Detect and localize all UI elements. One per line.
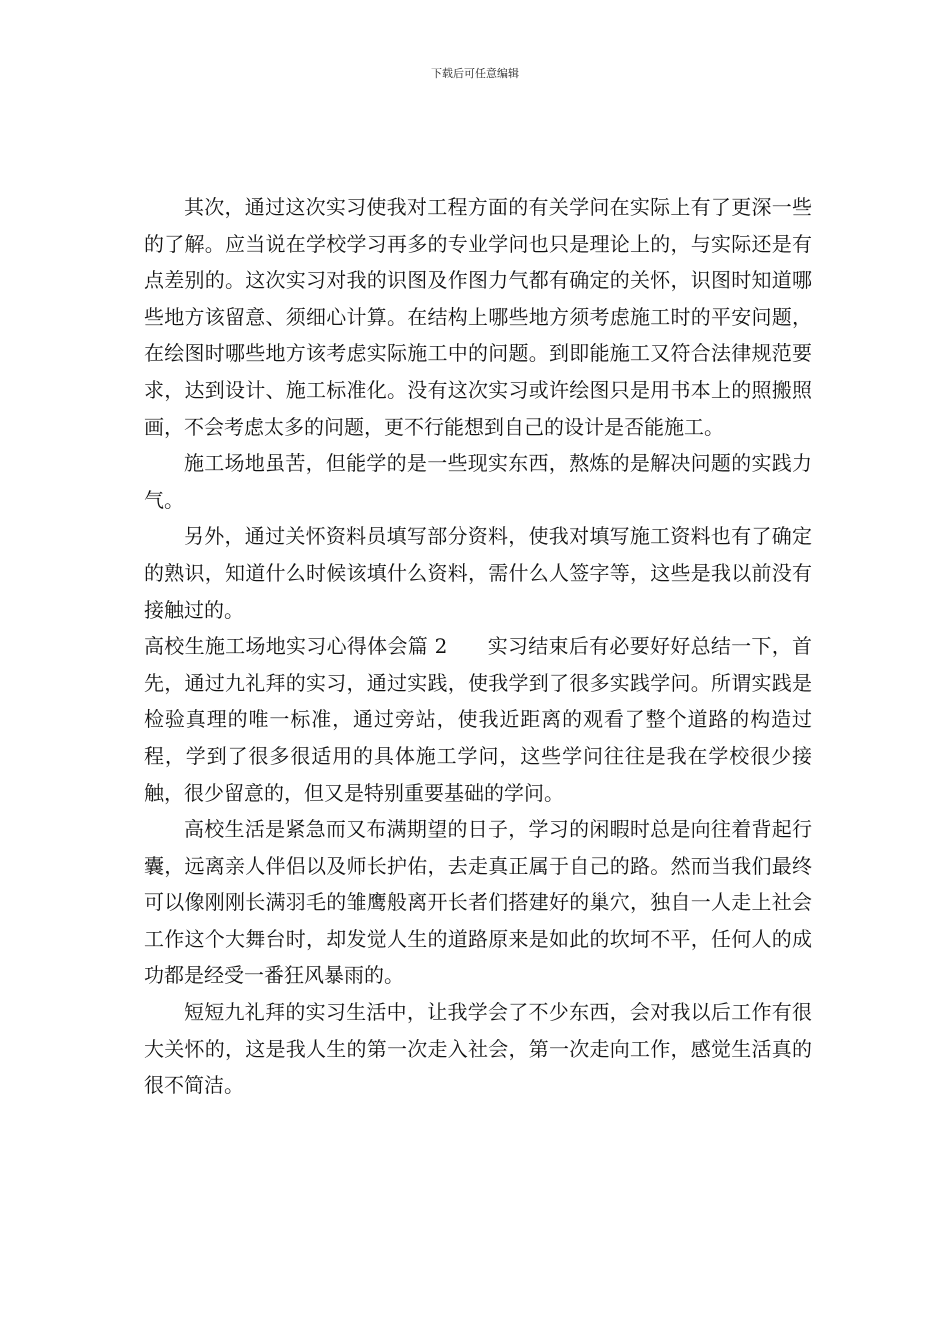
paragraph: 高校生活是紧急而又布满期望的日子，学习的闲暇时总是向往着背起行囊，远离亲人伴侣以及师长护佑，去走真正属于自己的路。然而当我们最终可以像刚刚长满羽毛的雏鹰般离开长者们搭建好的巢穴，独自一人走上社会工作这个大舞台时，却发觉人生的道路原来是如此的坎坷不平，任何人的成功都是经受一番狂风暴雨的。 [144, 817, 812, 988]
paragraph: 其次，通过这次实习使我对工程方面的有关学问在实际上有了更深一些的了解。应当说在学校学习再多的专业学问也只是理论上的，与实际还是有点差别的。这次实习对我的识图及作图力气都有确定的关怀，识图时知道哪些地方该留意、须细心计算。在结构上哪些地方须考虑施工时的平安问题，在绘图时哪些地方该考虑实际施工中的问题。到即能施工又符合法律规范要求，达到设计、施工标准化。没有这次实习或许绘图只是用书本上的照搬照画，不会考虑太多的问题，更不行能想到自己的设计是否能施工。 [144, 195, 812, 439]
paragraph: 另外，通过关怀资料员填写部分资料，使我对填写施工资料也有了确定的熟识，知道什么时候该填什么资料，需什么人签字等，这些是我以前没有接触过的。 [144, 524, 812, 622]
section-2-text: 实习结束后有必要好好总结一下，首先，通过九礼拜的实习，通过实践，使我学到了很多实践学问。所谓实践是检验真理的唯一标准，通过旁站，使我近距离的观看了整个道路的构造过程，学到了很多很适用的具体施工学问，这些学问往往是我在学校很少接触，很少留意的，但又是特别重要基础的学问。 [144, 634, 813, 805]
paragraph: 短短九礼拜的实习生活中，让我学会了不少东西，会对我以后工作有很大关怀的，这是我人生的第一次走入社会，第一次走向工作，感觉生活真的很不简洁。 [144, 1000, 812, 1098]
paragraph: 施工场地虽苦，但能学的是一些现实东西，熬炼的是解决问题的实践力气。 [144, 451, 812, 512]
header-note: 下载后可任意编辑 [431, 67, 519, 80]
section-2-paragraph [144, 628, 812, 811]
document-body [144, 189, 812, 1104]
section-2-title: 高校生施工场地实习心得体会篇 2 [144, 634, 448, 659]
